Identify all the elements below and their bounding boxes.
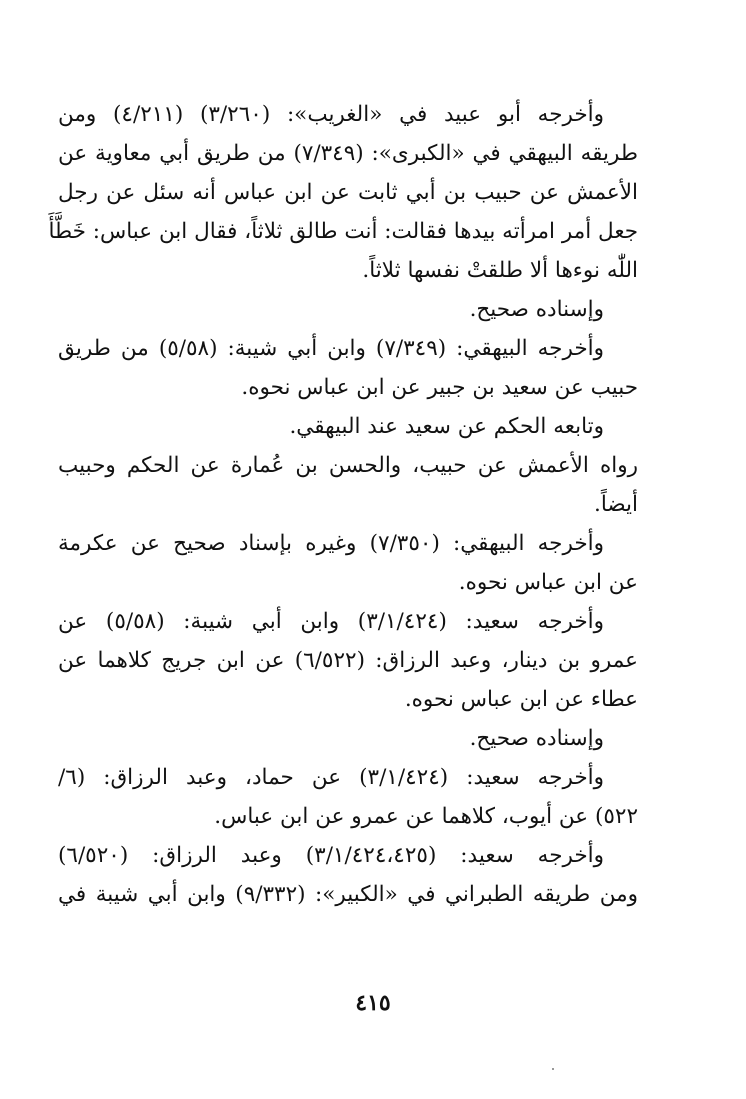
text-line: عن ابن عباس نحوه. bbox=[458, 570, 638, 595]
text-line: ٥٢٢) عن أيوب، كلاهما عن عمرو عن ابن عباس. bbox=[214, 804, 638, 829]
text-line: أيضاً. bbox=[594, 492, 638, 517]
page-body bbox=[48, 95, 639, 914]
text-line: حبيب عن سعيد بن جبير عن ابن عباس نحوه. bbox=[241, 375, 638, 400]
text-line: وتابعه الحكم عن سعيد عند البيهقي. bbox=[289, 414, 604, 439]
text-line: وإسناده صحيح. bbox=[469, 297, 604, 322]
text-line: وأخرجه أبو عبيد في «الغريب»: (٣/٢٦٠) (٤/٢١١) ومن bbox=[58, 102, 604, 127]
text-line: وأخرجه سعيد: (٣/١/٤٢٤،٤٢٥) وعبد الرزاق: (٦/٥٢٠) bbox=[58, 843, 604, 868]
text-line: وأخرجه البيهقي: (٧/٣٤٩) وابن أبي شيبة: (٥/٥٨) من طريق bbox=[58, 336, 604, 361]
text-line: وأخرجه سعيد: (٣/١/٤٢٤) وابن أبي شيبة: (٥/٥٨) عن bbox=[58, 609, 604, 634]
text-line: وأخرجه سعيد: (٣/١/٤٢٤) عن حماد، وعبد الرزاق: (٦/ bbox=[58, 765, 604, 790]
text-line: عمرو بن دينار، وعبد الرزاق: (٦/٥٢٢) عن ابن جريج كلاهما عن bbox=[58, 648, 638, 673]
text-line: الأعمش عن حبيب بن أبي ثابت عن ابن عباس أنه سئل عن رجل bbox=[58, 180, 638, 205]
page-number: ٤١٥ bbox=[355, 990, 391, 1016]
text-line: وأخرجه البيهقي: (٧/٣٥٠) وغيره بإسناد صحيح عن عكرمة bbox=[58, 531, 604, 556]
text-line: رواه الأعمش عن حبيب، والحسن بن عُمارة عن الحكم وحبيب bbox=[58, 453, 638, 478]
text-line: طريقه البيهقي في «الكبرى»: (٧/٣٤٩) من طريق أبي معاوية عن bbox=[58, 141, 638, 166]
scan-speck bbox=[552, 1068, 554, 1070]
text-line: عطاء عن ابن عباس نحوه. bbox=[404, 687, 638, 712]
text-line: جعل أمر امرأته بيدها فقالت: أنت طالق ثلاثاً، فقال ابن عباس: خَطَّأَ bbox=[48, 219, 638, 244]
text-line: ومن طريقه الطبراني في «الكبير»: (٩/٣٣٢) وابن أبي شيبة في bbox=[58, 882, 639, 907]
text-line: اللّٰه نوءها ألا طلقتْ نفسها ثلاثاً. bbox=[362, 258, 638, 283]
text-line: وإسناده صحيح. bbox=[469, 726, 604, 751]
